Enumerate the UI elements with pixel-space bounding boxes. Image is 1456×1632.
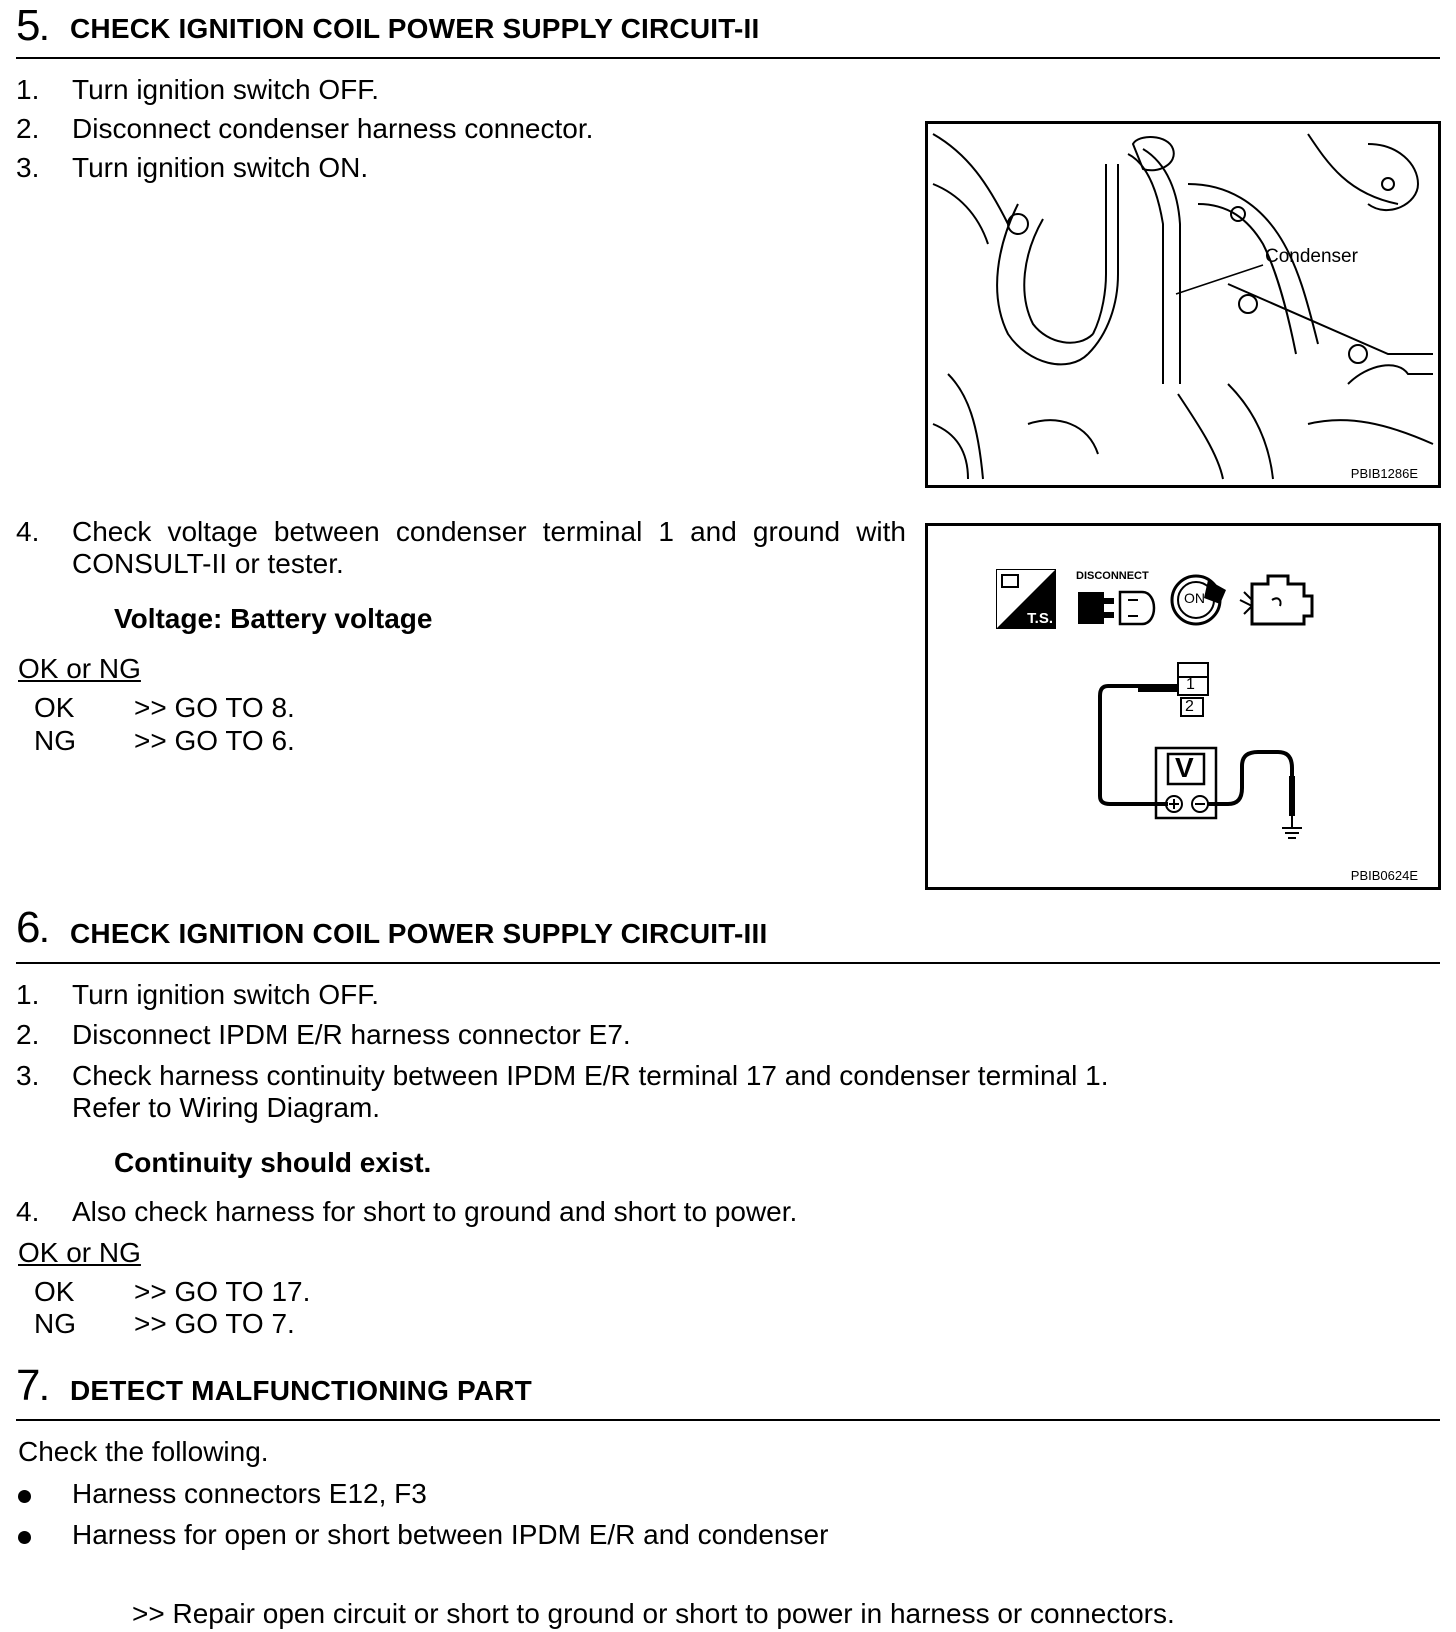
condenser-label: Condenser — [1265, 246, 1358, 267]
section-5-title: CHECK IGNITION COIL POWER SUPPLY CIRCUIT-II — [70, 13, 760, 44]
section-6-step-1: 1. Turn ignition switch OFF. — [16, 979, 380, 1010]
section-6-title: CHECK IGNITION COIL POWER SUPPLY CIRCUIT-III — [70, 918, 768, 949]
terminal-1-label: 1 — [1186, 676, 1195, 693]
bullet-icon — [18, 1490, 31, 1503]
section-7-intro: Check the following. — [18, 1436, 269, 1467]
section-7-title: DETECT MALFUNCTIONING PART — [70, 1375, 532, 1406]
figure-code-pbib0624e: PBIB0624E — [1350, 868, 1418, 883]
on-label: ON — [1184, 590, 1205, 606]
condenser-location-figure — [925, 121, 1441, 488]
voltmeter-label: V — [1175, 752, 1194, 783]
ts-label: T.S. — [1027, 610, 1053, 627]
section-5-result-ng: NG >> GO TO 6. — [34, 725, 295, 756]
section-6-spec: Continuity should exist. — [114, 1147, 432, 1178]
section-5-rule — [16, 57, 1440, 59]
section-6-ok-or-ng: OK or NG — [18, 1237, 141, 1268]
section-7-action: >> Repair open circuit or short to ground or short to power in harness or connectors. — [132, 1598, 1175, 1629]
section-5-step-3: 3. Turn ignition switch ON. — [16, 152, 369, 183]
voltage-check-figure — [925, 523, 1441, 890]
bullet-icon — [18, 1531, 31, 1544]
section-7-bullet-1: Harness connectors E12, F3 — [0, 1478, 1400, 1510]
voltmeter-circuit-diagram — [928, 526, 1438, 887]
section-5-step-1: 1. Turn ignition switch OFF. — [16, 74, 380, 105]
section-5-number: 5. — [16, 1, 49, 50]
section-5-step-4: 4. Check voltage between condenser terminal 1 and ground with CONSULT-II or tester. — [16, 516, 906, 579]
section-6-number: 6. — [16, 903, 49, 952]
section-6-step-4: 4. Also check harness for short to ground and short to power. — [16, 1196, 798, 1227]
engine-bay-illustration — [928, 124, 1438, 485]
section-6-step-2: 2. Disconnect IPDM E/R harness connector E7. — [16, 1019, 631, 1050]
section-7-rule — [16, 1419, 1440, 1421]
section-6-rule — [16, 962, 1440, 964]
terminal-2-label: 2 — [1185, 698, 1194, 715]
section-6-step-3: 3. Check harness continuity between IPDM E/R terminal 17 and condenser terminal 1. Refer to Wiring Diagram. — [16, 1060, 1109, 1123]
section-5-ok-or-ng: OK or NG — [18, 653, 141, 684]
section-7-number: 7. — [16, 1361, 49, 1410]
section-6-result-ng: NG >> GO TO 7. — [34, 1308, 295, 1339]
section-5-step-2: 2. Disconnect condenser harness connector. — [16, 113, 594, 144]
figure-code-pbib1286e: PBIB1286E — [1350, 466, 1418, 481]
section-5-result-ok: OK >> GO TO 8. — [34, 692, 295, 723]
disconnect-label: DISCONNECT — [1076, 570, 1149, 582]
section-6-result-ok: OK >> GO TO 17. — [34, 1276, 311, 1307]
section-5-spec: Voltage: Battery voltage — [114, 603, 433, 634]
section-7-bullet-2: Harness for open or short between IPDM E/R and condenser — [0, 1519, 1400, 1551]
